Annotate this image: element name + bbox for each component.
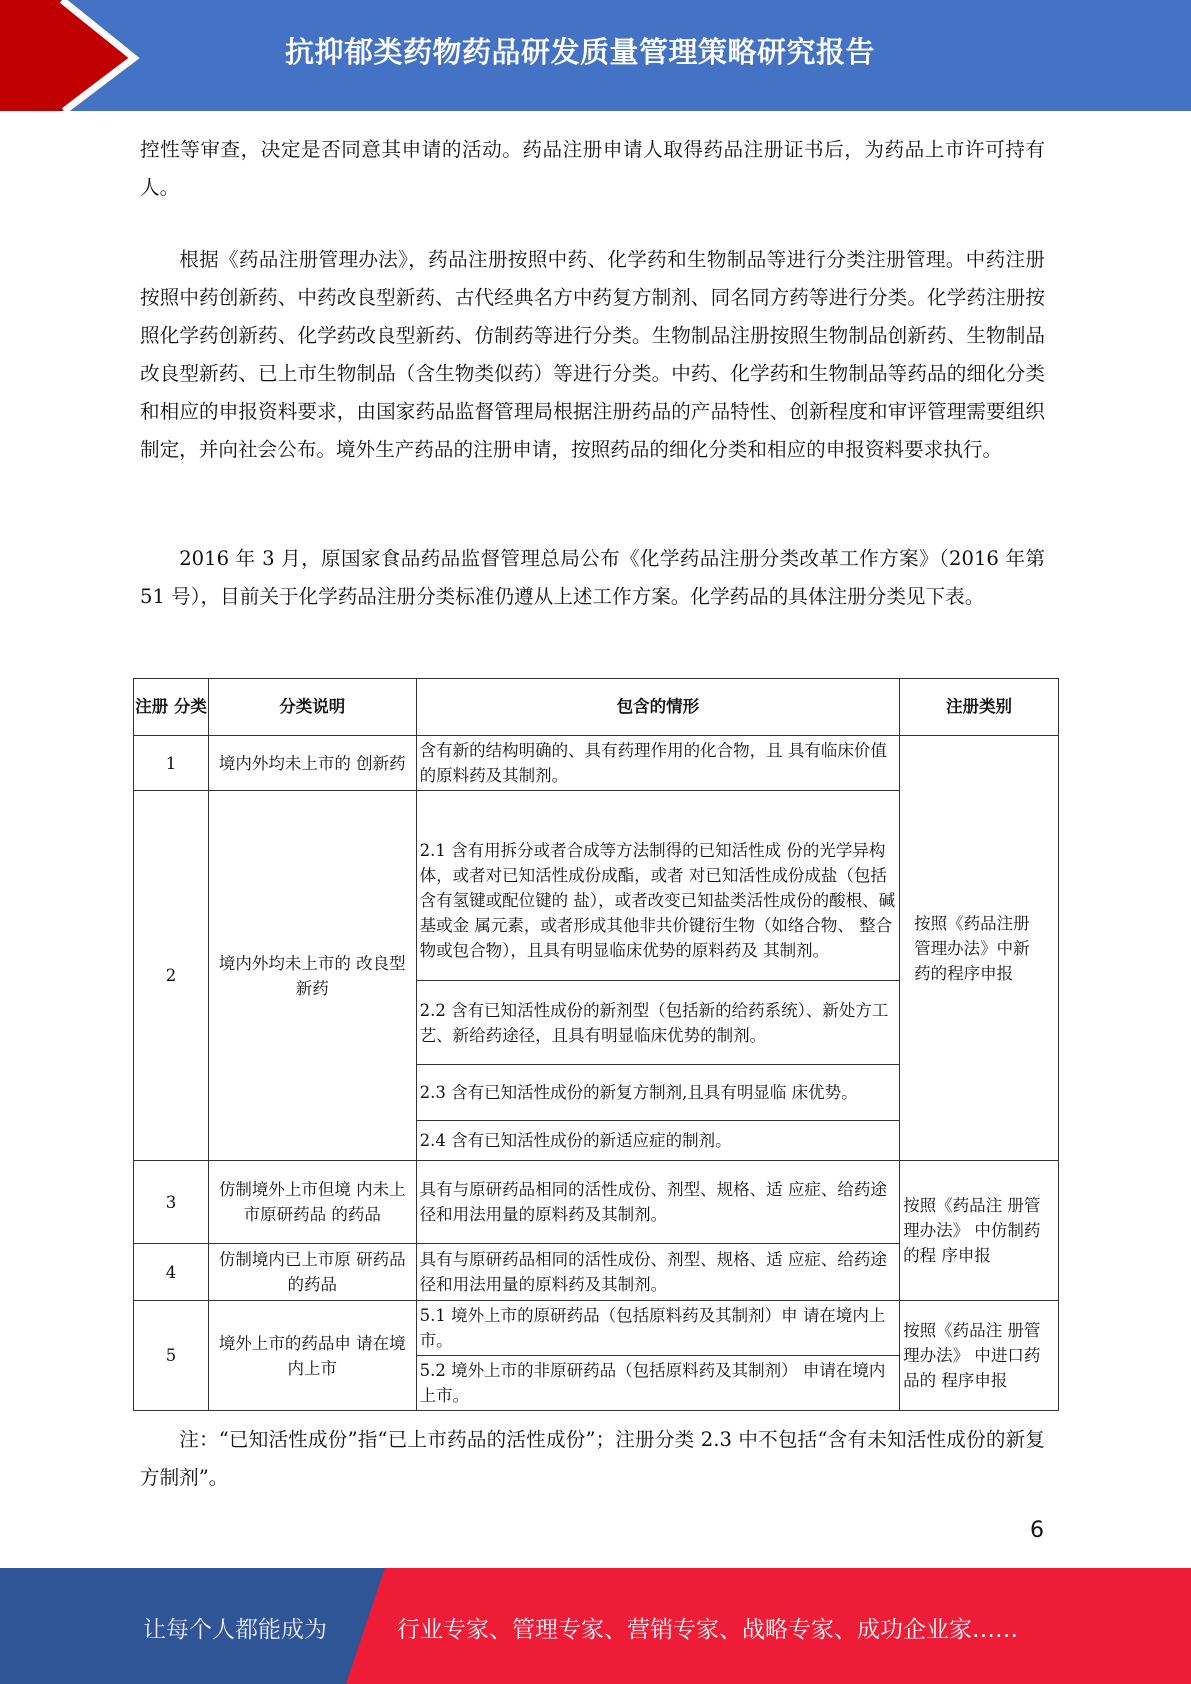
page-footer bbox=[0, 1568, 1191, 1684]
code-cell: 4 bbox=[134, 1244, 209, 1301]
case-cell: 2.2 含有已知活性成份的新剂型（包括新的给药系统）、新处方工艺、新给药途径，且具有明显临床优势的制剂。 bbox=[416, 981, 899, 1065]
desc-cell: 仿制境外上市但境 内未上市原研药品 的药品 bbox=[208, 1161, 416, 1244]
header-arrow-decoration bbox=[0, 0, 170, 111]
table-row bbox=[134, 1301, 1059, 1356]
case-cell: 5.1 境外上市的原研药品（包括原料药及其制剂）申 请在境内上市。 bbox=[416, 1301, 899, 1356]
code-cell: 1 bbox=[134, 736, 209, 791]
header-cell: 注册 分类 bbox=[134, 679, 209, 736]
paragraph: 控性等审查，决定是否同意其申请的活动。药品注册申请人取得药品注册证书后，为药品上市许可持有人。 bbox=[140, 138, 1045, 199]
registration-classification-table bbox=[133, 678, 1059, 1411]
code-cell: 2 bbox=[134, 791, 209, 1161]
desc-cell: 境外上市的药品申 请在境内上市 bbox=[208, 1301, 416, 1411]
table-row bbox=[134, 736, 1059, 791]
header-cell: 包含的情形 bbox=[416, 679, 899, 736]
case-cell: 含有新的结构明确的、具有药理作用的化合物，且 具有临床价值的原料药及其制剂。 bbox=[416, 736, 899, 791]
footer-slogan-left: 让每个人都能成为 bbox=[143, 1617, 327, 1643]
case-cell: 2.3 含有已知活性成份的新复方制剂,且具有明显临 床优势。 bbox=[416, 1065, 899, 1121]
case-cell: 2.1 含有用拆分或者合成等方法制得的已知活性成 份的光学异构体，或者对已知活性成份成酯，或者 对已知活性成份成盐（包括含有氢键或配位键的 盐），或者改变已知盐类活性成份的酸根、碱基或金 属元素，或者形成其他非共价键衍生物（如络合物、 整合物或包合物），且具有明显临床优势的原料药及 其制剂。 bbox=[416, 791, 899, 981]
page-header bbox=[0, 0, 1191, 111]
table-header-row bbox=[134, 679, 1059, 736]
case-cell: 具有与原研药品相同的活性成份、剂型、规格、适 应症、给药途径和用法用量的原料药及其制剂。 bbox=[416, 1244, 899, 1301]
table-row bbox=[134, 1161, 1059, 1244]
paragraph: 根据《药品注册管理办法》，药品注册按照中药、化学药和生物制品等进行分类注册管理。中药注册按照中药创新药、中药改良型新药、古代经典名方中药复方制剂、同名同方药等进行分类。化学药注册按照化学药创新药、化学药改良型新药、仿制药等进行分类。生物制品注册按照生物制品创新药、生物制品改良型新药、已上市生物制品（含生物类似药）等进行分类。中药、化学药和生物制品等药品的细化分类和相应的申报资料要求，由国家药品监督管理局根据注册药品的产品特性、创新程度和审评管理需要组织制定，并向社会公布。境外生产药品的注册申请，按照药品的细化分类和相应的申报资料要求执行。 bbox=[140, 248, 1045, 461]
code-cell: 3 bbox=[134, 1161, 209, 1244]
desc-cell: 境内外均未上市的 创新药 bbox=[208, 736, 416, 791]
footer-slogan-right: 行业专家、管理专家、营销专家、战略专家、成功企业家…… bbox=[397, 1617, 1018, 1643]
desc-cell: 境内外均未上市的 改良型新药 bbox=[208, 791, 416, 1161]
code-cell: 5 bbox=[134, 1301, 209, 1411]
category-cell: 按照《药品注 册管理办法》 中进口药品的 程序申报 bbox=[900, 1301, 1059, 1411]
category-cell: 按照《药品注 册管理办法》 中仿制药的程 序申报 bbox=[900, 1161, 1059, 1301]
header-cell: 注册类别 bbox=[900, 679, 1059, 736]
paragraph: 2016 年 3 月，原国家食品药品监督管理总局公布《化学药品注册分类改革工作方案》（2016 年第 51 号），目前关于化学药品注册分类标准仍遵从上述工作方案。化学药品的具体注册分类见下表。 bbox=[140, 547, 1045, 608]
case-cell: 5.2 境外上市的非原研药品（包括原料药及其制剂） 申请在境内上市。 bbox=[416, 1356, 899, 1411]
table-note: 注：“已知活性成份”指“已上市药品的活性成份”；注册分类 2.3 中不包括“含有未知活性成份的新复方制剂”。 bbox=[140, 1428, 1045, 1489]
report-title: 抗抑郁类药物药品研发质量管理策略研究报告 bbox=[285, 35, 876, 69]
page-number: 6 bbox=[1030, 1518, 1044, 1543]
case-cell: 2.4 含有已知活性成份的新适应症的制剂。 bbox=[416, 1121, 899, 1161]
desc-cell: 仿制境内已上市原 研药品的药品 bbox=[208, 1244, 416, 1301]
category-cell: 按照《药品注册管理办法》中新药的程序申报 bbox=[900, 736, 1059, 1161]
case-cell: 具有与原研药品相同的活性成份、剂型、规格、适 应症、给药途径和用法用量的原料药及其制剂。 bbox=[416, 1161, 899, 1244]
header-cell: 分类说明 bbox=[208, 679, 416, 736]
